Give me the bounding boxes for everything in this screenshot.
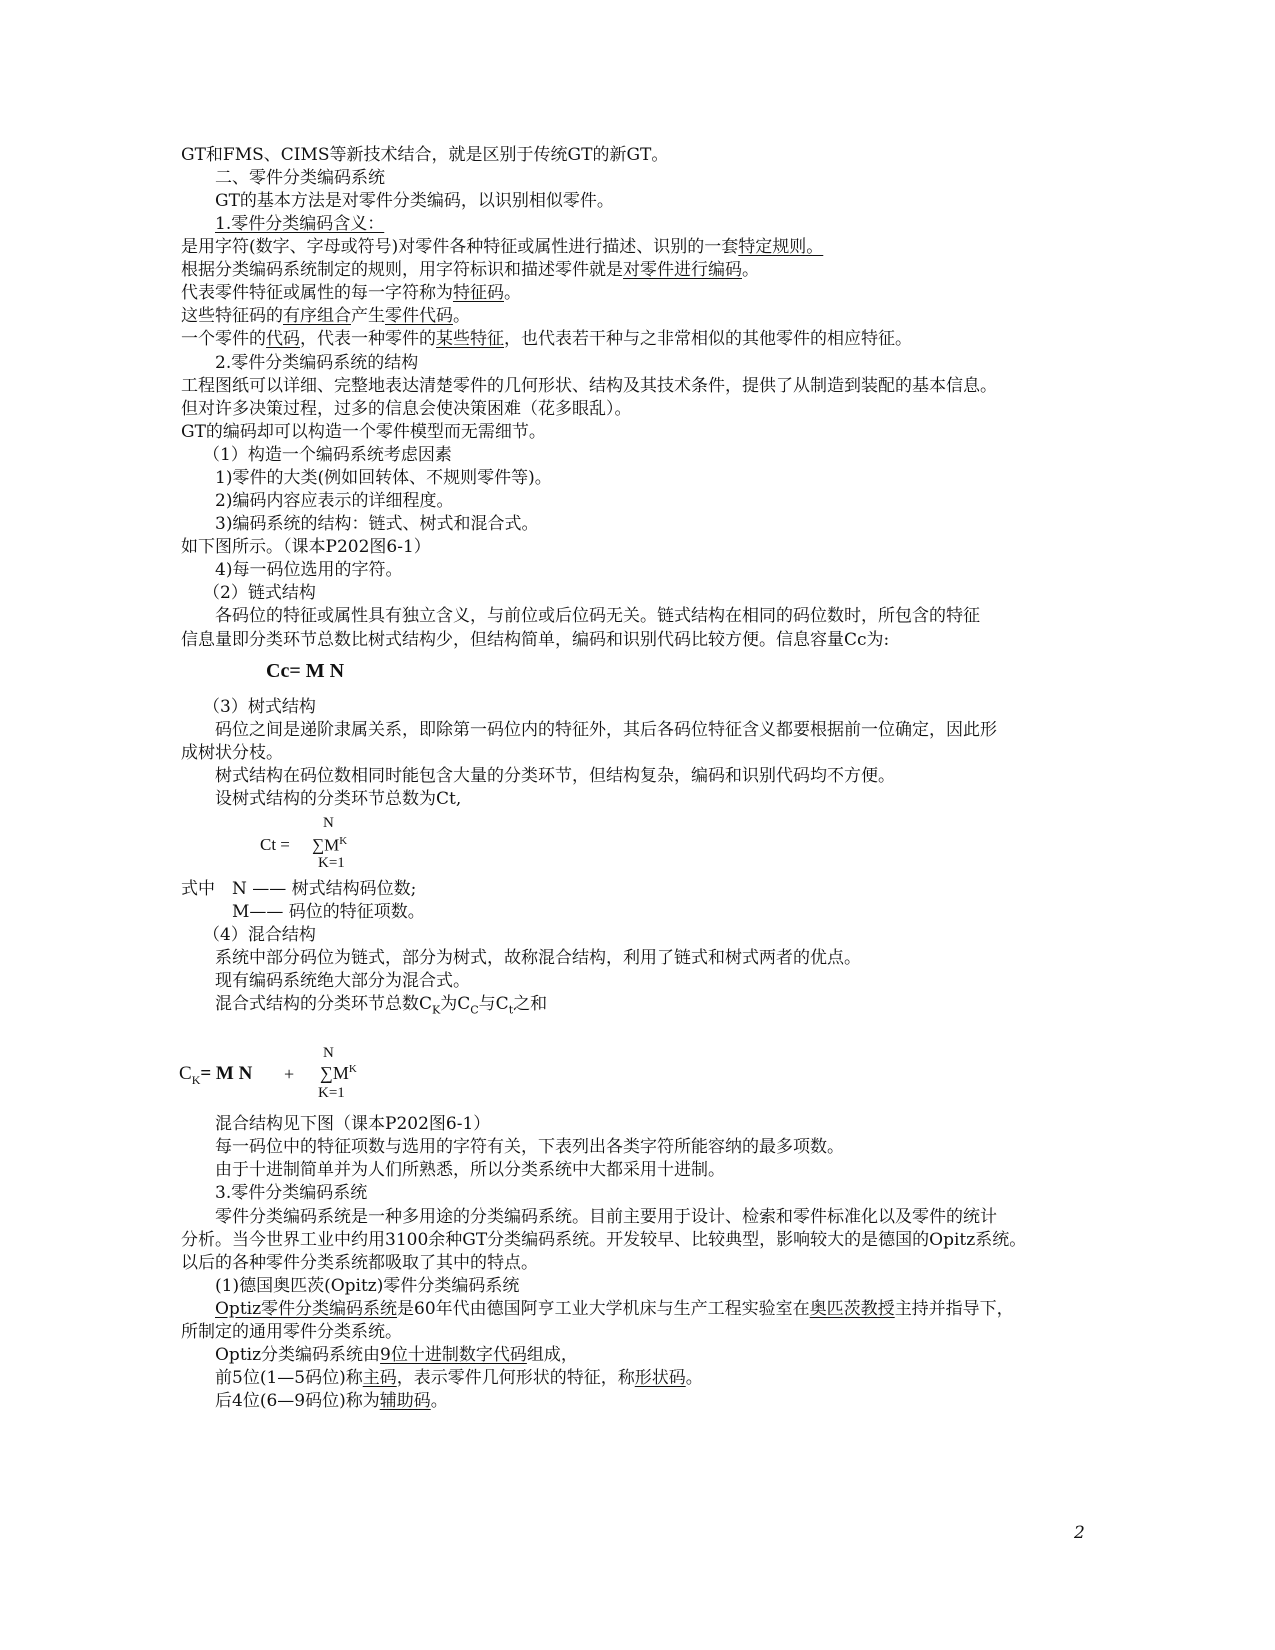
subsection-heading: 3.零件分类编码系统: [215, 1183, 368, 1203]
formula-ct-upper: N: [323, 815, 334, 831]
section-heading: 二、零件分类编码系统: [215, 168, 385, 188]
paragraph-line: 混合结构见下图（课本P202图6-1）: [215, 1114, 491, 1134]
definition-n: N —— 树式结构码位数;: [232, 879, 417, 899]
paragraph-line: 但对许多决策过程，过多的信息会使决策困难（花多眼乱）。: [181, 399, 632, 419]
formula-ck-lhs: $C_K= M$ N: [179, 1063, 253, 1087]
list-heading: (1)德国奥匹茨(Opitz)零件分类编码系统: [215, 1276, 520, 1296]
paragraph-line: 由于十进制简单并为人们所熟悉，所以分类系统中大都采用十进制。: [215, 1160, 725, 1180]
formula-ck-lower: K=1: [318, 1085, 345, 1101]
paragraph-line: 后4位(6—9码位)称为辅助码。: [215, 1391, 448, 1411]
paragraph-line: 零件分类编码系统是一种多用途的分类编码系统。目前主要用于设计、检索和零件标准化以及零件的统计: [215, 1207, 997, 1227]
list-heading: （2）链式结构: [203, 583, 316, 603]
paragraph-line: 混合式结构的分类环节总数$C_K$为$C_C$与$C_t$之和: [215, 994, 548, 1017]
paragraph-line: 一个零件的代码，代表一种零件的某些特征，也代表若干种与之非常相似的其他零件的相应特征。: [181, 329, 912, 349]
list-item: 3)编码系统的结构：链式、树式和混合式。: [215, 514, 539, 534]
paragraph-line: 系统中部分码位为链式，部分为树式，故称混合结构，利用了链式和树式两者的优点。: [215, 948, 861, 968]
paragraph-line: 是用字符(数字、字母或符号)对零件各种特征或属性进行描述、识别的一套特定规则。: [181, 237, 824, 257]
paragraph-line: Optiz零件分类编码系统是60年代由德国阿亨工业大学机床与生产工程实验室在奥匹茨教授主持并指导下，: [215, 1299, 1014, 1319]
paragraph-line: 设树式结构的分类环节总数为Ct,: [215, 789, 462, 809]
formula-ck-sum: $\sum M^K$: [320, 1063, 357, 1083]
list-item: 2)编码内容应表示的详细程度。: [215, 491, 454, 511]
paragraph-line: Optiz分类编码系统由9位十进制数字代码组成，: [215, 1345, 578, 1365]
list-heading: （4）混合结构: [203, 925, 316, 945]
paragraph-line: 分析。当今世界工业中约用3100余种GT分类编码系统。开发较早、比较典型，影响较大的是德国的Opitz系统。: [181, 1230, 1027, 1250]
definition-m: M—— 码位的特征项数。: [232, 902, 425, 922]
paragraph-line: 码位之间是递阶隶属关系，即除第一码位内的特征外，其后各码位特征含义都要根据前一位确定，因此形: [215, 720, 997, 740]
paragraph-line: 根据分类编码系统制定的规则，用字符标识和描述零件就是对零件进行编码。: [181, 260, 759, 280]
paragraph-line: 所制定的通用零件分类系统。: [181, 1322, 402, 1342]
paragraph-line: 以后的各种零件分类系统都吸取了其中的特点。: [181, 1253, 538, 1273]
paragraph-line: GT的基本方法是对零件分类编码，以识别相似零件。: [215, 191, 614, 211]
list-item: 4)每一码位选用的字符。: [215, 560, 403, 580]
subsection-heading: 2.零件分类编码系统的结构: [215, 353, 419, 373]
paragraph-line: 现有编码系统绝大部分为混合式。: [215, 971, 470, 991]
paragraph-line: 信息量即分类环节总数比树式结构少，但结构简单，编码和识别代码比较方便。信息容量Cc为:: [181, 630, 890, 650]
formula-ct-sum: $\sum M^K$: [312, 835, 348, 855]
paragraph-line: 式中: [181, 879, 215, 899]
paragraph-line: 工程图纸可以详细、完整地表达清楚零件的几何形状、结构及其技术条件，提供了从制造到装配的基本信息。: [181, 376, 997, 396]
list-item: 1)零件的大类(例如回转体、不规则零件等)。: [215, 468, 552, 488]
paragraph-line: GT和FMS、CIMS等新技术结合，就是区别于传统GT的新GT。: [181, 145, 669, 165]
formula-ct-lhs: Ct =: [260, 835, 290, 854]
formula-ct-lower: K=1: [318, 855, 345, 871]
formula-ck-plus: +: [284, 1064, 295, 1084]
paragraph-line: 树式结构在码位数相同时能包含大量的分类环节，但结构复杂，编码和识别代码均不方便。: [215, 766, 895, 786]
list-heading: （3）树式结构: [203, 697, 316, 717]
paragraph-line: 这些特征码的有序组合产生零件代码。: [181, 306, 470, 326]
list-heading: （1）构造一个编码系统考虑因素: [203, 445, 452, 465]
paragraph-line: 每一码位中的特征项数与选用的字符有关，下表列出各类字符所能容纳的最多项数。: [215, 1137, 844, 1157]
paragraph-line: 各码位的特征或属性具有独立含义，与前位或后位码无关。链式结构在相同的码位数时，所包含的特征: [215, 606, 980, 626]
page-number: 2: [1074, 1523, 1085, 1543]
paragraph-line: 如下图所示。（课本P202图6-1）: [181, 537, 431, 557]
formula-cc: Cc= M N: [266, 660, 345, 682]
formula-ck-upper: N: [323, 1045, 334, 1061]
paragraph-line: 代表零件特征或属性的每一字符称为特征码。: [181, 283, 521, 303]
paragraph-line: 前5位(1—5码位)称主码，表示零件几何形状的特征，称形状码。: [215, 1368, 703, 1388]
paragraph-line: GT的编码却可以构造一个零件模型而无需细节。: [181, 422, 546, 442]
paragraph-line: 成树状分枝。: [181, 743, 283, 763]
subsection-heading: 1.零件分类编码含义：: [215, 214, 385, 234]
